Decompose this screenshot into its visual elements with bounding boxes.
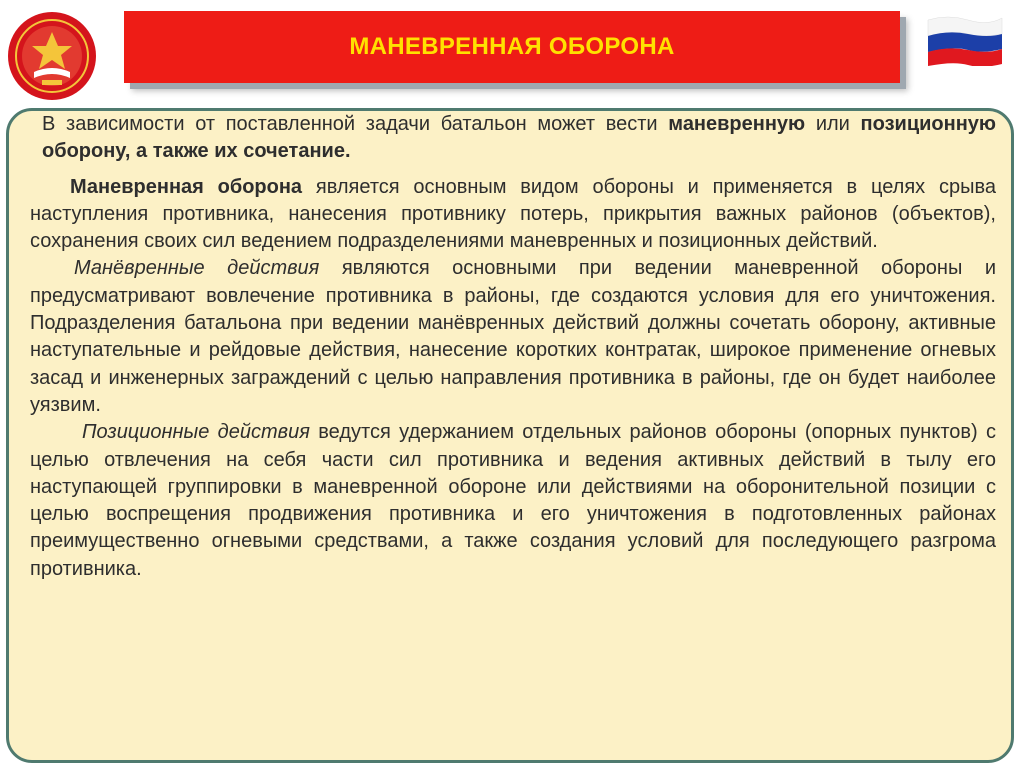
page-title: МАНЕВРЕННАЯ ОБОРОНА bbox=[349, 33, 675, 60]
military-department-emblem-icon bbox=[6, 10, 98, 102]
russian-flag-icon bbox=[924, 14, 1004, 66]
title-bar bbox=[124, 11, 900, 83]
paragraph-maneuver-defense: Маневренная оборона является основным видом обороны и применяется в целях срыва наступления противника, нанесения противнику потерь, прикрытия важных районов (объектов), сохранения своих сил ведением подразделениями маневренных и позиционных действий. bbox=[30, 175, 996, 253]
content-text bbox=[30, 111, 996, 583]
paragraph-maneuver-actions: Манёвренные действия являются основными при ведении маневренной обороны и предусматривают вовлечение противника в районы, где создаются условия для его уничтожения. Подразделения батальона при ведении манёвренных действий должны сочетать оборону, активные наступательные и рейдовые действия, нанесение коротких контратак, широкое применение огневых засад и инженерных заграждений с целью направления противника в районы, где он будет наиболее уязвим. bbox=[30, 257, 997, 416]
paragraph-positional-actions: Позиционные действия ведутся удержанием отдельных районов обороны (опорных пунктов) с целью отвлечения на себя части сил противника и ведения активных действий в тылу его наступающей группировки в маневренной обороне или действиями на оборонительной позиции с целью воспрещения продвижения противника и его уничтожения в подготовленных районах преимущественно огневыми средствами, а также создания условий для последующего разгрома противника. bbox=[30, 421, 997, 580]
paragraph-intro: В зависимости от поставленной задачи батальон может вести маневренную или позиционную оборону, а также их сочетание. bbox=[42, 113, 996, 163]
